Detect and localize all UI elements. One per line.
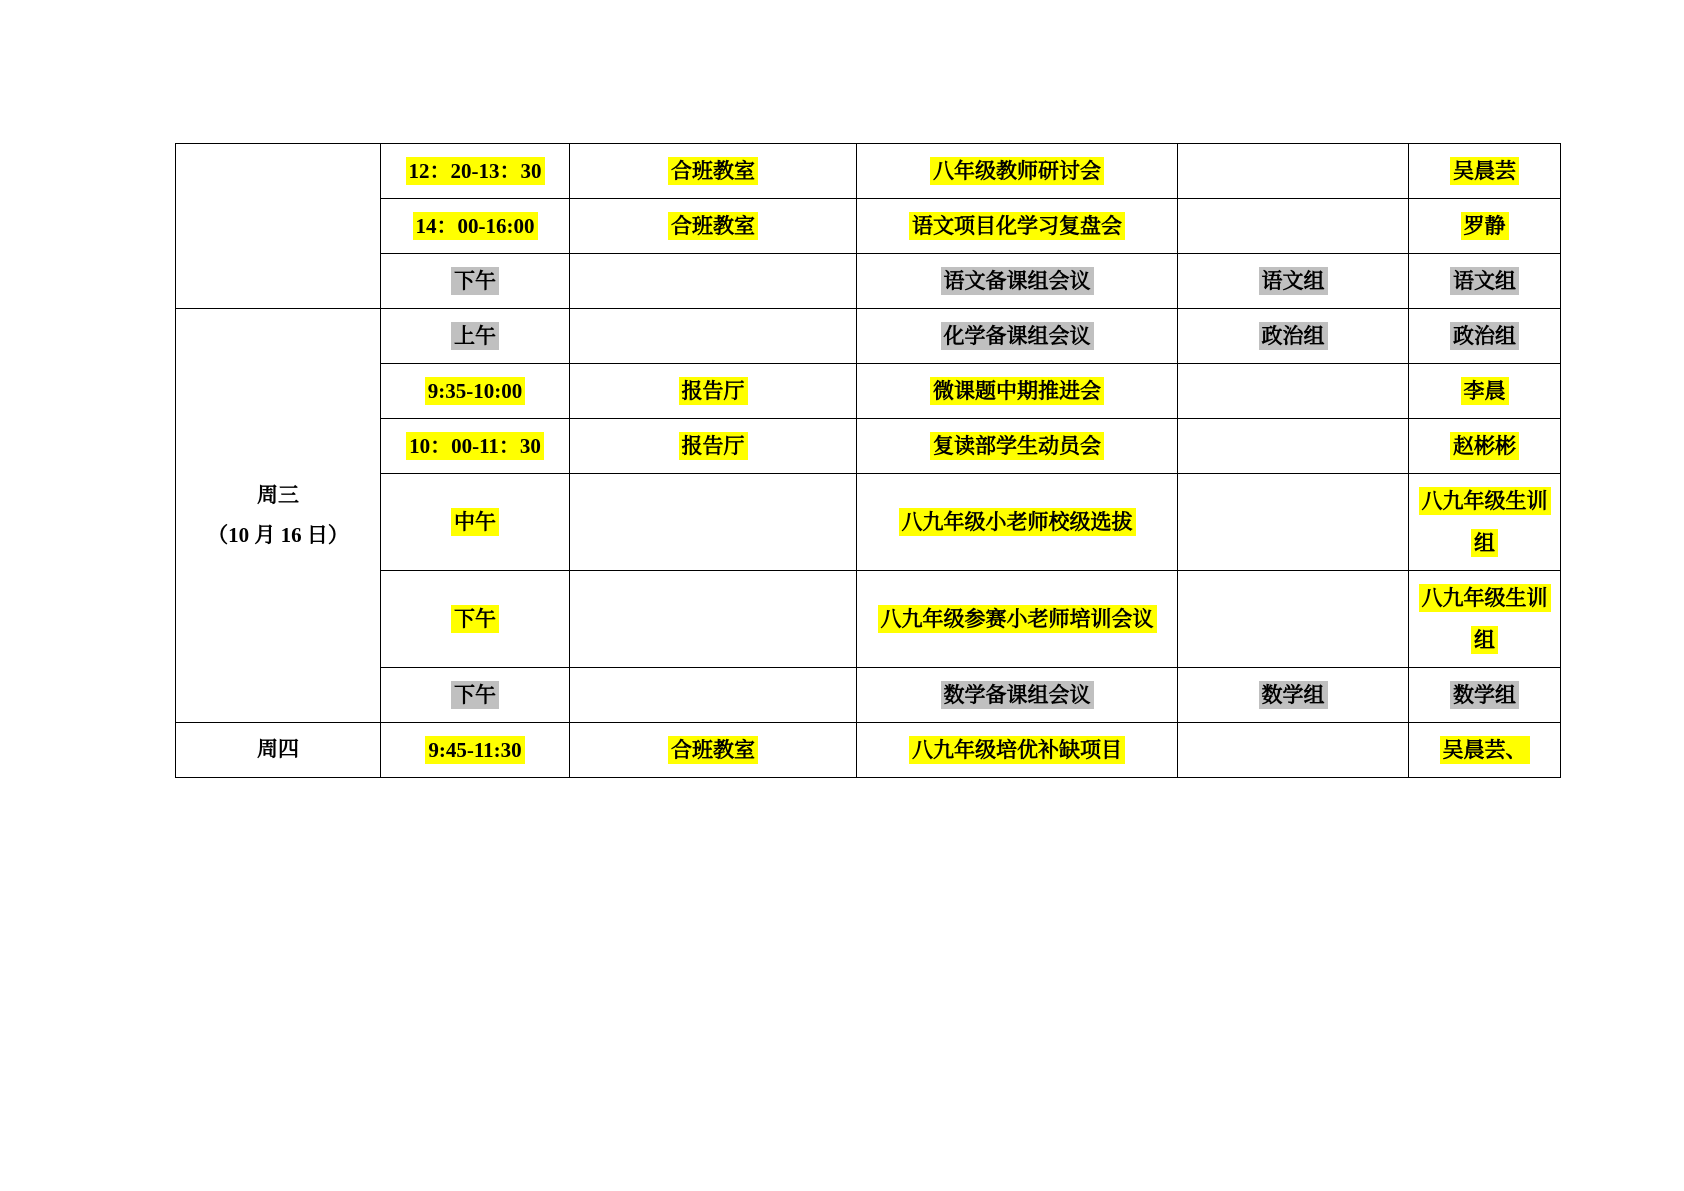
time-text: 9:45-11:30 [425, 736, 524, 764]
place-cell [570, 474, 857, 571]
time-cell [381, 723, 570, 778]
group-text [1287, 212, 1298, 240]
table-row [176, 199, 1561, 254]
time-cell [381, 474, 570, 571]
time-cell [381, 668, 570, 723]
table-row [176, 723, 1561, 778]
people-cell [1409, 419, 1561, 474]
place-cell [570, 144, 857, 199]
place-text [707, 605, 718, 633]
group-text: 语文组 [1259, 267, 1328, 295]
topic-cell [857, 668, 1178, 723]
day-name: 周四 [257, 737, 299, 762]
table-row [176, 254, 1561, 309]
time-cell [381, 254, 570, 309]
people-cell [1409, 474, 1561, 571]
people-text: 罗静 [1461, 212, 1509, 240]
group-cell [1178, 144, 1409, 199]
topic-cell [857, 474, 1178, 571]
group-cell [1178, 419, 1409, 474]
group-text [1287, 508, 1298, 536]
place-cell [570, 668, 857, 723]
table-row [176, 309, 1561, 364]
table-row [176, 364, 1561, 419]
place-text: 合班教室 [668, 736, 758, 764]
place-text [707, 681, 718, 709]
people-cell [1409, 309, 1561, 364]
people-cell [1409, 668, 1561, 723]
time-cell [381, 144, 570, 199]
schedule-sheet [175, 143, 1548, 778]
group-text [1287, 377, 1298, 405]
time-text: 12：20-13：30 [406, 157, 545, 185]
place-cell [570, 364, 857, 419]
time-text: 9:35-10:00 [425, 377, 525, 405]
time-text: 上午 [451, 322, 499, 350]
table-row [176, 419, 1561, 474]
place-text [707, 322, 718, 350]
place-cell [570, 254, 857, 309]
topic-text: 八年级教师研讨会 [930, 157, 1104, 185]
time-cell [381, 309, 570, 364]
group-cell [1178, 474, 1409, 571]
day-name: 周三 [257, 482, 299, 507]
schedule-table [175, 143, 1561, 778]
topic-text: 数学备课组会议 [941, 681, 1094, 709]
day-cell-wednesday [176, 309, 381, 723]
people-cell [1409, 199, 1561, 254]
group-text [1287, 736, 1298, 764]
time-text: 中午 [451, 508, 499, 536]
topic-cell [857, 144, 1178, 199]
time-text: 下午 [451, 267, 499, 295]
group-cell [1178, 254, 1409, 309]
time-text: 14：00-16:00 [413, 212, 538, 240]
topic-cell [857, 254, 1178, 309]
group-cell [1178, 668, 1409, 723]
topic-text: 八九年级小老师校级选拔 [899, 508, 1136, 536]
place-text: 合班教室 [668, 157, 758, 185]
topic-text: 化学备课组会议 [941, 322, 1094, 350]
group-cell [1178, 571, 1409, 668]
time-cell [381, 364, 570, 419]
group-text: 政治组 [1259, 322, 1328, 350]
group-cell [1178, 723, 1409, 778]
place-text [707, 267, 718, 295]
people-cell [1409, 254, 1561, 309]
topic-text: 微课题中期推进会 [930, 377, 1104, 405]
place-text: 报告厅 [679, 377, 748, 405]
topic-cell [857, 571, 1178, 668]
group-text [1287, 605, 1298, 633]
topic-text: 八九年级参赛小老师培训会议 [878, 605, 1157, 633]
people-cell [1409, 723, 1561, 778]
time-text: 10：00-11：30 [406, 432, 544, 460]
table-row [176, 144, 1561, 199]
topic-text: 语文项目化学习复盘会 [909, 212, 1125, 240]
topic-cell [857, 723, 1178, 778]
people-text: 吴晨芸 [1450, 157, 1519, 185]
topic-cell [857, 309, 1178, 364]
group-cell [1178, 364, 1409, 419]
table-row [176, 668, 1561, 723]
topic-cell [857, 419, 1178, 474]
people-text: 语文组 [1450, 267, 1519, 295]
people-cell [1409, 144, 1561, 199]
group-cell [1178, 199, 1409, 254]
place-cell [570, 309, 857, 364]
place-text [707, 508, 718, 536]
people-cell [1409, 571, 1561, 668]
group-cell [1178, 309, 1409, 364]
time-cell [381, 571, 570, 668]
day-cell-thursday [176, 723, 381, 778]
time-text: 下午 [451, 605, 499, 633]
day-date: （10 月 16 日） [207, 522, 349, 547]
people-text: 李晨 [1461, 377, 1509, 405]
table-row [176, 474, 1561, 571]
time-cell [381, 199, 570, 254]
group-text: 数学组 [1259, 681, 1328, 709]
table-row [176, 571, 1561, 668]
people-text: 吴晨芸、 [1440, 736, 1530, 764]
place-cell [570, 571, 857, 668]
people-text: 八九年级生训组 [1419, 584, 1551, 654]
place-text: 报告厅 [679, 432, 748, 460]
topic-text: 复读部学生动员会 [930, 432, 1104, 460]
place-cell [570, 199, 857, 254]
topic-cell [857, 364, 1178, 419]
schedule-table-body [176, 144, 1561, 778]
time-text: 下午 [451, 681, 499, 709]
topic-cell [857, 199, 1178, 254]
place-cell [570, 723, 857, 778]
people-text: 数学组 [1450, 681, 1519, 709]
place-cell [570, 419, 857, 474]
people-text: 赵彬彬 [1450, 432, 1519, 460]
group-text [1287, 432, 1298, 460]
group-text [1287, 157, 1298, 185]
topic-text: 八九年级培优补缺项目 [909, 736, 1125, 764]
people-cell [1409, 364, 1561, 419]
people-text: 八九年级生训组 [1419, 487, 1551, 557]
time-cell [381, 419, 570, 474]
people-text: 政治组 [1450, 322, 1519, 350]
day-cell [176, 144, 381, 309]
topic-text: 语文备课组会议 [941, 267, 1094, 295]
place-text: 合班教室 [668, 212, 758, 240]
